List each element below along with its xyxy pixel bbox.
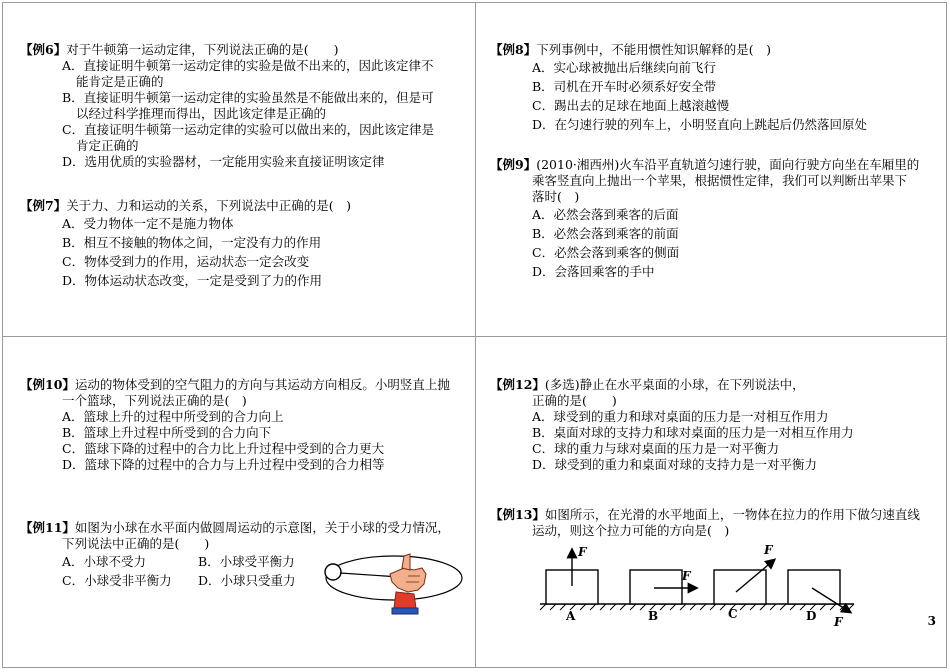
question-13-tag: 【例13】 xyxy=(490,507,545,522)
question-9-stem-line-2: 乘客竖直向上抛出一个苹果，根据惯性定律，我们可以判断出苹果下 xyxy=(532,173,908,188)
question-9-option-a: A．必然会落到乘客的后面 xyxy=(532,207,679,222)
question-9-stem: (2010·湘西州)火车沿平直轨道匀速行驶，面向行驶方向坐在车厢里的 xyxy=(536,157,920,172)
box-label-d: D xyxy=(806,609,817,623)
force-label-d: F xyxy=(834,615,843,629)
box-label-a: A xyxy=(566,609,576,623)
question-12-stem-line-2: 正确的是( ) xyxy=(532,393,617,408)
question-12-option-c: C．球的重力与球对桌面的压力是一对平衡力 xyxy=(532,441,780,456)
question-8-option-b: B．司机在开车时必须系好安全带 xyxy=(532,79,717,94)
question-7-tag: 【例7】 xyxy=(20,198,67,213)
question-7-option-c: C．物体受到力的作用，运动状态一定会改变 xyxy=(62,254,310,269)
question-12-stem: (多选)静止在水平桌面的小球，在下列说法中， xyxy=(544,377,805,392)
question-7-stem: 关于力、力和运动的关系，下列说法中正确的是( ) xyxy=(66,198,351,213)
question-6 xyxy=(20,42,460,170)
question-13 xyxy=(490,507,935,539)
question-9-tag: 【例9】 xyxy=(490,157,537,172)
question-7 xyxy=(20,198,460,290)
question-10-stem: 运动的物体受到的空气阻力的方向与其运动方向相反。小明竖直上抛 xyxy=(74,377,450,392)
question-7-option-b: B．相互不接触的物体之间，一定没有力的作用 xyxy=(62,235,322,250)
question-10-tag: 【例10】 xyxy=(20,377,75,392)
question-13-stem-line-2: 运动，则这个拉力可能的方向是( ) xyxy=(532,523,730,538)
question-12-tag: 【例12】 xyxy=(490,377,545,392)
hand-icon xyxy=(390,554,426,614)
question-11-stem-line-2: 下列说法中正确的是( ) xyxy=(62,536,210,551)
question-9-option-b: B．必然会落到乘客的前面 xyxy=(532,226,679,241)
page-number: 3 xyxy=(927,614,936,628)
question-8-tag: 【例8】 xyxy=(490,42,537,57)
question-6-stem: 对于牛顿第一运动定律，下列说法正确的是( ) xyxy=(66,42,339,57)
question-12-option-b: B．桌面对球的支持力和球对桌面的压力是一对相互作用力 xyxy=(532,425,854,440)
question-12-option-d: D．球受到的重力和桌面对球的支持力是一对平衡力 xyxy=(532,457,818,472)
question-9-option-c: C．必然会落到乘客的侧面 xyxy=(532,245,680,260)
force-direction-figure xyxy=(536,540,866,632)
box-b xyxy=(630,570,682,604)
question-10-option-a: A．篮球上升的过程中所受到的合力向上 xyxy=(62,409,284,424)
question-6-option-d: D．选用优质的实验器材，一定能用实验来直接证明该定律 xyxy=(62,154,385,169)
question-11-tag: 【例11】 xyxy=(20,520,75,535)
question-9-stem-line-3: 落时( ) xyxy=(532,189,580,204)
question-11-option-a: A．小球不受力 xyxy=(62,554,147,569)
question-6-option-b: B．直接证明牛顿第一运动定律的实验虽然是不能做出来的，但是可 以经过科学推理而得出，因此该定律是正确的 xyxy=(62,90,434,121)
force-label-a: F xyxy=(578,545,587,559)
question-7-option-d: D．物体运动状态改变，一定是受到了力的作用 xyxy=(62,273,323,288)
question-11-option-c: C．小球受非平衡力 xyxy=(62,573,172,588)
question-6-tag: 【例6】 xyxy=(20,42,67,57)
force-label-b: F xyxy=(682,569,691,583)
horizontal-divider xyxy=(2,336,947,337)
question-8-option-a: A．实心球被抛出后继续向前飞行 xyxy=(532,60,717,75)
question-9 xyxy=(490,157,935,281)
box-label-b: B xyxy=(648,609,659,623)
circular-motion-figure xyxy=(318,548,466,622)
question-8-option-c: C．踢出去的足球在地面上越滚越慢 xyxy=(532,98,730,113)
question-10 xyxy=(20,377,465,473)
question-10-option-b: B．篮球上升过程中所受到的合力向下 xyxy=(62,425,272,440)
question-9-option-d: D．会落回乘客的手中 xyxy=(532,264,655,279)
question-11-stem: 如图为小球在水平面内做圆周运动的示意图，关于小球的受力情况， xyxy=(74,520,450,535)
box-label-c: C xyxy=(728,607,738,621)
question-8 xyxy=(490,42,935,134)
vertical-divider xyxy=(475,2,476,668)
question-11-option-d: D．小球只受重力 xyxy=(198,573,296,588)
ball xyxy=(325,564,341,580)
question-10-option-c: C．篮球下降的过程中的合力比上升过程中受到的合力更大 xyxy=(62,441,385,456)
force-label-c: F xyxy=(764,543,773,557)
question-8-stem: 下列事例中，不能用惯性知识解释的是( ) xyxy=(536,42,771,57)
question-6-option-c: C．直接证明牛顿第一运动定律的实验可以做出来的，因此该定律是 肯定正确的 xyxy=(62,122,435,153)
question-10-stem-line-2: 一个篮球，下列说法正确的是( ) xyxy=(62,393,247,408)
question-6-option-a: A．直接证明牛顿第一运动定律的实验是做不出来的，因此该定律不 能肯定是正确的 xyxy=(62,58,434,89)
question-12-option-a: A．球受到的重力和球对桌面的压力是一对相互作用力 xyxy=(532,409,829,424)
question-10-option-d: D．篮球下降的过程中的合力与上升过程中受到的合力相等 xyxy=(62,457,385,472)
question-7-option-a: A．受力物体一定不是施力物体 xyxy=(62,216,234,231)
question-8-option-d: D．在匀速行驶的列车上，小明竖直向上跳起后仍然落回原处 xyxy=(532,117,868,132)
question-13-stem: 如图所示，在光滑的水平地面上，一物体在拉力的作用下做匀速直线 xyxy=(544,507,920,522)
box-d xyxy=(788,570,840,604)
question-12 xyxy=(490,377,935,473)
question-11-option-b: B．小球受平衡力 xyxy=(198,554,295,569)
box-c xyxy=(714,570,766,604)
